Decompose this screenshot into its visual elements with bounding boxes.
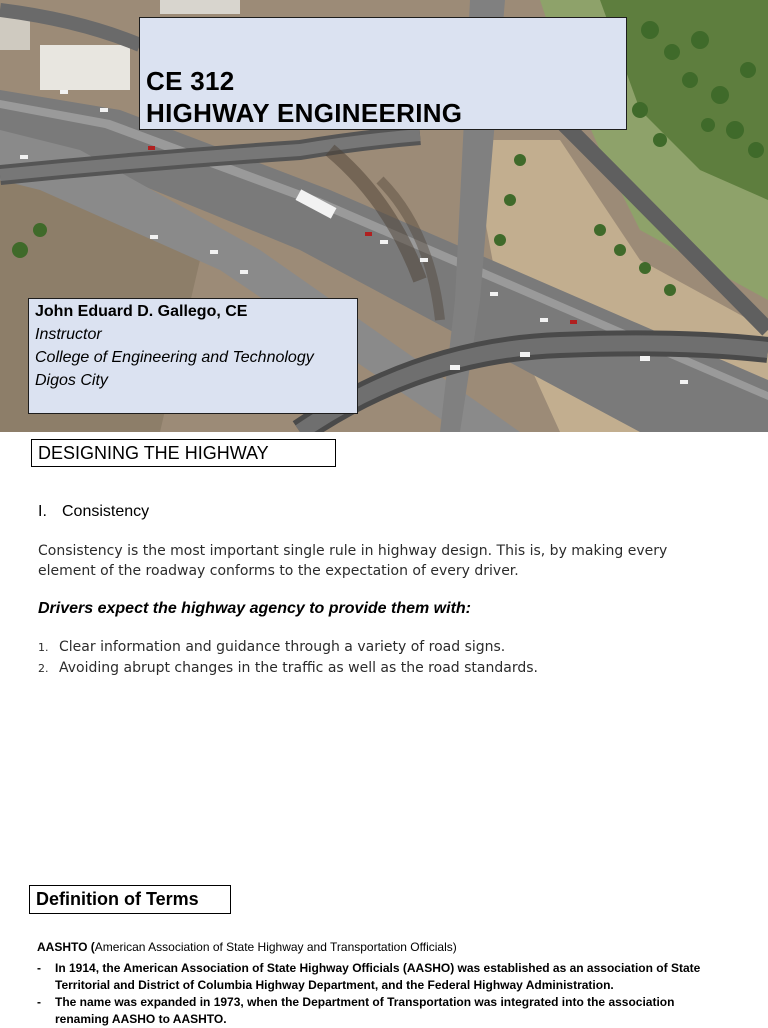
city-name: Digos City (35, 372, 108, 389)
bullet-line: renaming AASHO to AASHTO. (55, 1012, 227, 1026)
term-close: ) (452, 940, 457, 954)
list-item (38, 658, 538, 679)
term-abbr: AASHTO ( (37, 940, 95, 954)
paragraph-line: element of the roadway conforms to the expectation of every driver. (38, 563, 519, 579)
expectations-list (38, 637, 538, 679)
bullet-line: Territorial and District of Columbia Highway Department, and the Federal Highway Administration. (55, 978, 614, 992)
bullet-line: The name was expanded in 1973, when the Department of Transportation was integrated into the association (55, 995, 675, 1009)
list-number: 1. (38, 641, 49, 654)
definitions-heading: Definition of Terms (29, 885, 231, 914)
bullet-line: In 1914, the American Association of State Highway Officials (AASHO) was established as an association of State (55, 961, 701, 975)
term-full-name: American Association of State Highway and Transportation Officials (94, 940, 453, 954)
definition-bullets (37, 960, 700, 1028)
subsection-title: Consistency (62, 503, 150, 520)
term-aashto (37, 940, 457, 954)
bullet-item (37, 994, 700, 1028)
course-code: CE 312 (146, 66, 235, 96)
bullet-item (37, 960, 700, 994)
instructor-role: Instructor (35, 326, 102, 343)
paragraph-line: Consistency is the most important single rule in highway design. This is, by making every (38, 543, 668, 559)
list-item (38, 637, 538, 658)
bullet-dash: - (37, 995, 41, 1009)
title-box (139, 17, 627, 130)
subsection-heading (38, 503, 149, 521)
consistency-paragraph (38, 541, 738, 581)
college-name: College of Engineering and Technology (35, 349, 314, 366)
lead-text: Drivers expect the highway agency to provide them with: (38, 600, 471, 617)
list-text: Avoiding abrupt changes in the traffic as well as the road standards. (59, 660, 538, 676)
instructor-name: John Eduard D. Gallego, CE (35, 303, 248, 320)
subsection-number: I. (38, 503, 47, 520)
highway-interchange-photo (0, 0, 768, 432)
section-heading: DESIGNING THE HIGHWAY (31, 439, 336, 467)
instructor-info-box (28, 298, 358, 414)
bullet-dash: - (37, 961, 41, 975)
list-text: Clear information and guidance through a variety of road signs. (59, 639, 506, 655)
list-number: 2. (38, 662, 49, 675)
course-title: HIGHWAY ENGINEERING (146, 98, 463, 128)
